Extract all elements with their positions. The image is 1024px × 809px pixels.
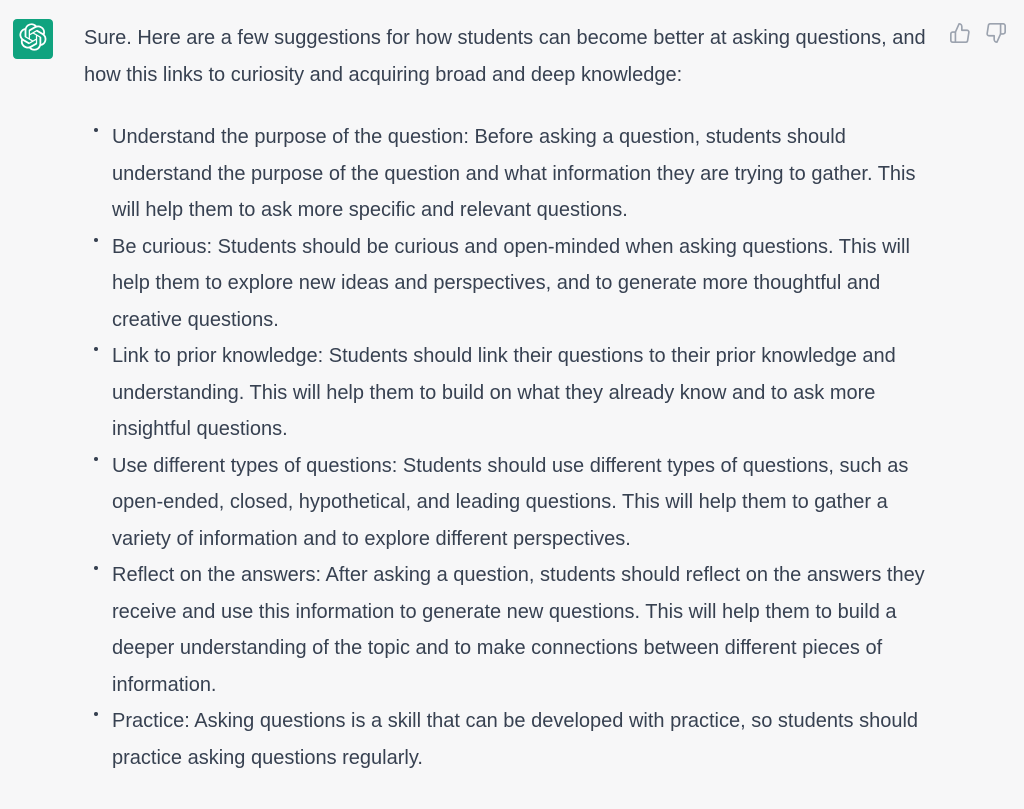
list-item: Reflect on the answers: After asking a question, students should reflect on the answers they receive and use this information to generate new questions. This will help them to build a deeper understanding of the topic and to make connections between different pieces of information. (84, 557, 944, 703)
message-intro: Sure. Here are a few suggestions for how students can become better at asking questions, and how this links to curiosity and acquiring broad and deep knowledge: (84, 27, 926, 86)
list-item: Understand the purpose of the question: Before asking a question, students should understand the purpose of the question and what information they are trying to gather. This will help them to ask more specific and relevant questions. (84, 119, 944, 229)
thumbs-down-icon (985, 22, 1007, 49)
thumbs-up-button[interactable] (947, 22, 973, 48)
thumbs-down-button[interactable] (983, 22, 1009, 48)
list-item: Link to prior knowledge: Students should link their questions to their prior knowledge and understanding. This will help them to build on what they already know and to ask more insightful questions. (84, 338, 944, 448)
suggestion-list (84, 119, 944, 776)
message-content (84, 20, 944, 776)
openai-logo-icon (19, 23, 47, 56)
thumbs-up-icon (949, 22, 971, 49)
list-item: Use different types of questions: Students should use different types of questions, such as open-ended, closed, hypothetical, and leading questions. This will help them to gather a variety of information and to explore different perspectives. (84, 448, 944, 558)
assistant-avatar (13, 19, 53, 59)
list-item: Be curious: Students should be curious and open-minded when asking questions. This will help them to explore new ideas and perspectives, and to generate more thoughtful and creative questions. (84, 229, 944, 339)
list-item: Practice: Asking questions is a skill that can be developed with practice, so students should practice asking questions regularly. (84, 703, 944, 776)
